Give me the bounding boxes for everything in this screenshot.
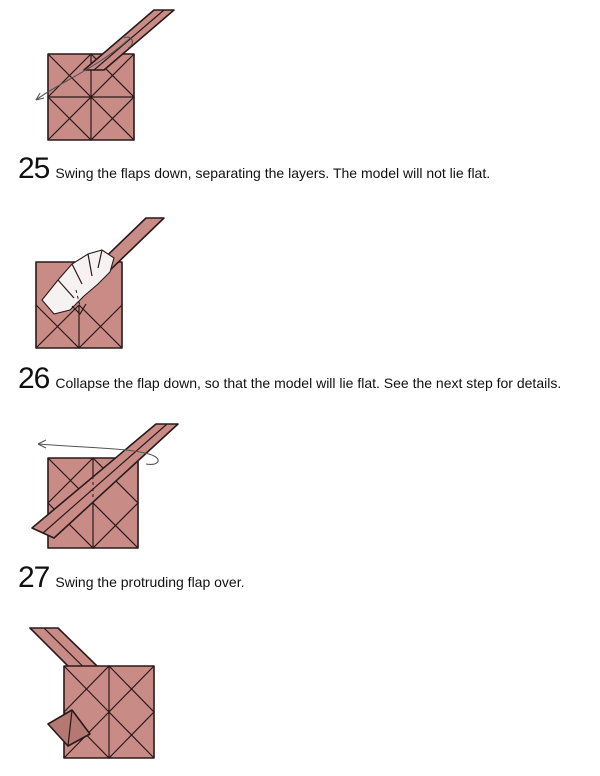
step-instruction: Swing the flaps down, separating the layers. The model will not lie flat. [55, 165, 491, 181]
diagram-step-28 [28, 624, 168, 764]
step-number: 26 [18, 362, 50, 395]
diagram-step-26 [28, 214, 168, 350]
step-25 [18, 154, 490, 184]
step-instruction: Collapse the flap down, so that the model will lie flat. See the next step for details. [55, 375, 562, 391]
diagram-step-27 [28, 422, 188, 554]
step-number: 27 [18, 561, 50, 594]
step-27 [18, 563, 245, 593]
step-instruction: Swing the protruding flap over. [55, 574, 245, 590]
diagram-step-25 [28, 8, 178, 144]
step-number: 25 [18, 152, 50, 185]
step-26 [18, 364, 561, 394]
